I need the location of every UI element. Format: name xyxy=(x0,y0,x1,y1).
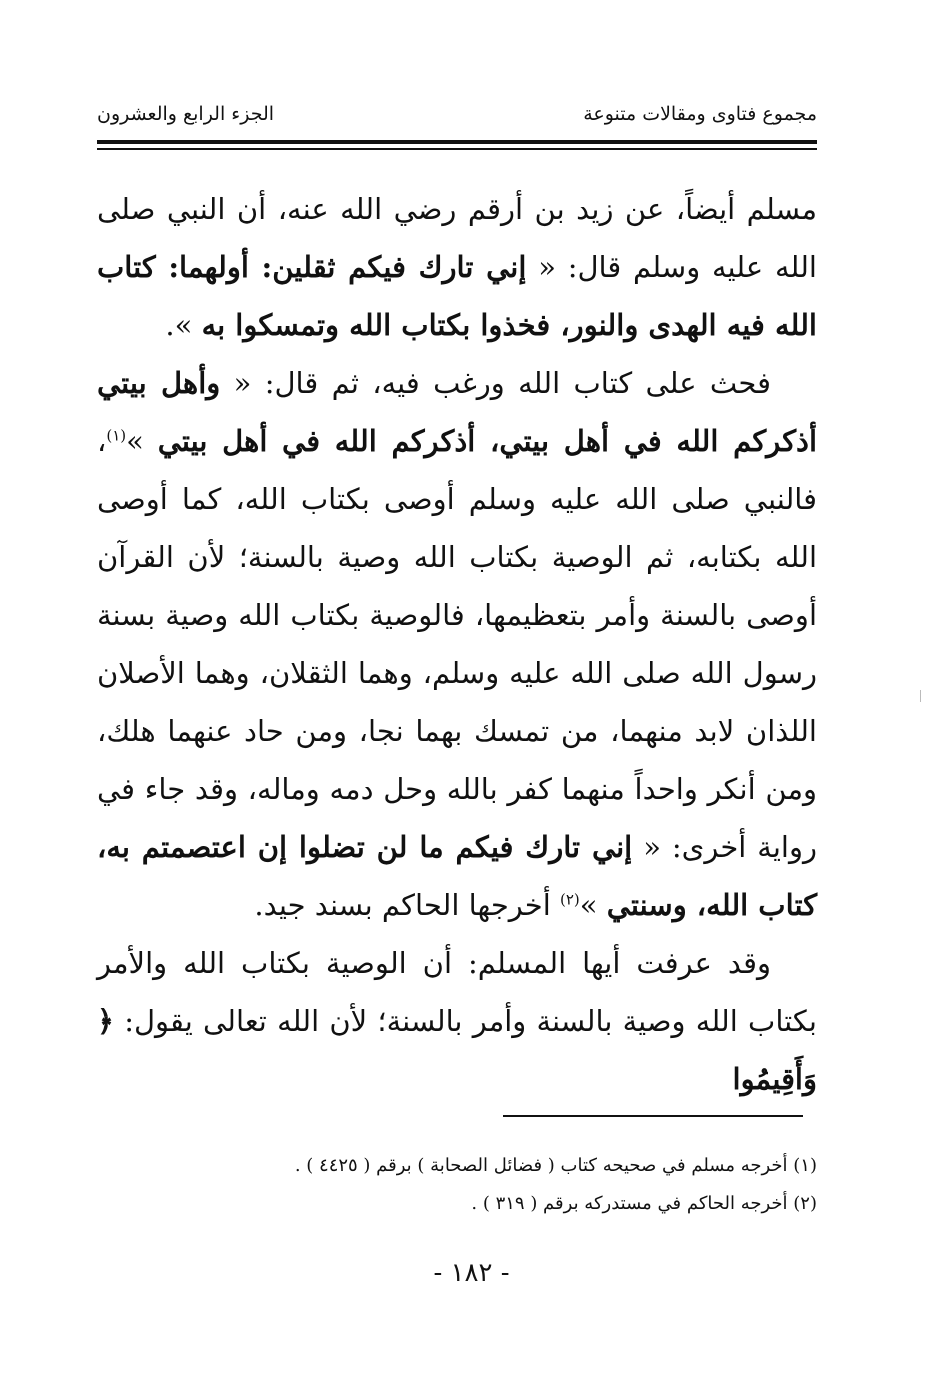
hadith-quote-2: وأهل بيتي أذكركم الله في أهل بيتي، أذكركم الله في أهل بيتي xyxy=(97,366,817,458)
page-number: - ١٨٢ - xyxy=(433,1258,510,1288)
book-title: مجموع فتاوى ومقالات متنوعة xyxy=(583,103,817,125)
footnote-ref-2: (٢) xyxy=(559,890,580,909)
footnote-2: (٢) أخرجه الحاكم في مستدركه برقم ( ٣١٩ ) . xyxy=(471,1193,817,1214)
paragraph-3: وقد عرفت أيها المسلم: أن الوصية بكتاب الله والأمر بكتاب الله وصية بالسنة وأمر بالسنة؛ لأن الله تعالى يقول: ﴿ وَأَقِيمُوا xyxy=(97,946,817,1096)
volume-label: الجزء الرابع والعشرون xyxy=(97,103,275,125)
header-rule-thin xyxy=(97,148,817,150)
footnote-1: (١) أخرجه مسلم في صحيحه كتاب ( فضائل الصحابة ) برقم ( ٤٤٢٥ ) . xyxy=(294,1155,817,1176)
main-text xyxy=(97,180,817,1108)
running-header xyxy=(97,103,817,133)
paragraph-1: مسلم أيضاً، عن زيد بن أرقم رضي الله عنه، أن النبي صلى الله عليه وسلم قال: « إني تارك فيكم ثقلين: أولهما: كتاب الله فيه الهدى والنور، فخذوا بكتاب الله وتمسكوا به ». xyxy=(97,192,817,342)
hadith-quote-3: إني تارك فيكم ما لن تضلوا إن اعتصمتم به، كتاب الله، وسنتي xyxy=(97,830,817,922)
footnote-ref-1: (١) xyxy=(106,426,127,445)
hadith-quote-1: إني تارك فيكم ثقلين: أولهما: كتاب الله فيه الهدى والنور، فخذوا بكتاب الله وتمسكوا به xyxy=(97,250,817,342)
quran-quote: ﴿ وَأَقِيمُوا xyxy=(97,1004,817,1096)
header-rule-thick xyxy=(97,140,817,144)
footnotes xyxy=(97,1147,817,1223)
paragraph-2: فحث على كتاب الله ورغب فيه، ثم قال: « وأهل بيتي أذكركم الله في أهل بيتي، أذكركم الله في أهل بيتي »$^{(١)}$، فالنبي صلى الله عليه وسلم أوصى بكتاب الله، كما أوصى الله بكتابه، ثم الوصية بكتاب الله وصية بالسنة؛ لأن القرآن أوصى بالسنة وأمر بتعظيمها، فالوصية بكتاب الله وصية بسنة رسول الله صلى الله عليه وسلم، وهما الثقلان، وهما الأصلان اللذان لابد منهما، من تمسك بهما نجا، ومن حاد عنهما هلك، ومن أنكر واحداً منهما كفر بالله وحل دمه وماله، وقد جاء في رواية أخرى: « إني تارك فيكم ما لن تضلوا إن اعتصمتم به، كتاب الله، وسنتي »$^{(٢)}$ أخرجها الحاكم بسند جيد. xyxy=(97,366,818,922)
footnote-separator xyxy=(503,1115,803,1117)
margin-mark xyxy=(920,690,921,702)
